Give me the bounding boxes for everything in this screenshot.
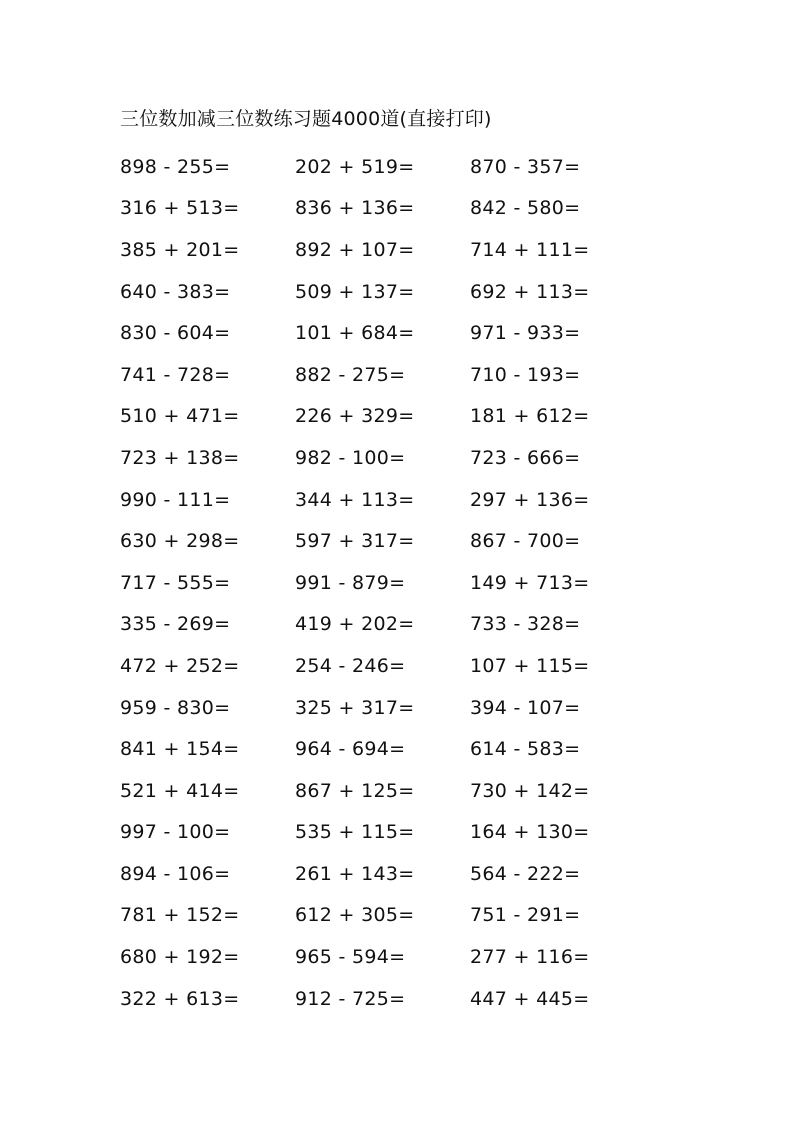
math-problem: 912 - 725= [295,987,406,1010]
math-problem: 830 - 604= [120,322,231,345]
problem-row [120,645,680,687]
math-problem: 640 - 383= [120,280,231,303]
math-problem: 101 + 684= [295,322,415,345]
math-problem: 472 + 252= [120,654,240,677]
math-problem: 325 + 317= [295,696,415,719]
math-problem: 733 - 328= [470,613,581,636]
math-problem: 316 + 513= [120,197,240,220]
math-problem: 447 + 445= [470,987,590,1010]
math-problem: 521 + 414= [120,779,240,802]
problem-row [120,853,680,895]
worksheet-title: 三位数加减三位数练习题4000道(直接打印) [120,108,492,130]
problem-row [120,146,680,188]
math-problem: 181 + 612= [470,405,590,428]
math-problem: 297 + 136= [470,488,590,511]
math-problem: 898 - 255= [120,155,231,178]
math-problem: 564 - 222= [470,862,581,885]
math-problem: 322 + 613= [120,987,240,1010]
math-problem: 964 - 694= [295,738,406,761]
math-problem: 202 + 519= [295,155,415,178]
math-problem: 385 + 201= [120,238,240,261]
math-problem: 164 + 130= [470,821,590,844]
math-problem: 714 + 111= [470,238,590,261]
problem-row [120,396,680,438]
math-problem: 149 + 713= [470,571,590,594]
math-problem: 630 + 298= [120,530,240,553]
math-problem: 710 - 193= [470,363,581,386]
problem-row [120,479,680,521]
math-problem: 510 + 471= [120,405,240,428]
problem-row [120,978,680,1020]
problem-row [120,312,680,354]
problem-row [120,812,680,854]
math-problem: 723 + 138= [120,446,240,469]
problem-row [120,895,680,937]
problem-row [120,520,680,562]
math-problem: 107 + 115= [470,654,590,677]
math-problem: 836 + 136= [295,197,415,220]
math-problem: 990 - 111= [120,488,231,511]
problem-row [120,437,680,479]
problem-row [120,687,680,729]
math-problem: 997 - 100= [120,821,231,844]
math-problem: 730 + 142= [470,779,590,802]
math-problem: 892 + 107= [295,238,415,261]
math-problem: 982 - 100= [295,446,406,469]
math-problem: 394 - 107= [470,696,581,719]
math-problem: 894 - 106= [120,862,231,885]
problem-row [120,936,680,978]
math-problem: 509 + 137= [295,280,415,303]
problem-row [120,770,680,812]
math-problem: 717 - 555= [120,571,231,594]
problem-row [120,562,680,604]
math-problem: 419 + 202= [295,613,415,636]
math-problem: 226 + 329= [295,405,415,428]
problem-row [120,604,680,646]
math-problem: 344 + 113= [295,488,415,511]
math-problem: 335 - 269= [120,613,231,636]
math-problem: 867 - 700= [470,530,581,553]
math-problem: 882 - 275= [295,363,406,386]
math-problem: 680 + 192= [120,946,240,969]
math-problem: 723 - 666= [470,446,581,469]
math-problem: 741 - 728= [120,363,231,386]
math-problem: 959 - 830= [120,696,231,719]
math-problem: 870 - 357= [470,155,581,178]
math-problem: 612 + 305= [295,904,415,927]
math-problem: 965 - 594= [295,946,406,969]
math-problem: 751 - 291= [470,904,581,927]
math-problem: 254 - 246= [295,654,406,677]
problem-row [120,354,680,396]
math-problem: 277 + 116= [470,946,590,969]
problem-row [120,728,680,770]
math-problem: 971 - 933= [470,322,581,345]
math-problem: 867 + 125= [295,779,415,802]
math-problem: 842 - 580= [470,197,581,220]
problem-row [120,188,680,230]
math-problem: 841 + 154= [120,738,240,761]
math-problem: 781 + 152= [120,904,240,927]
math-problem: 692 + 113= [470,280,590,303]
problem-row [120,229,680,271]
math-problem: 614 - 583= [470,738,581,761]
math-problem: 991 - 879= [295,571,406,594]
problem-grid [120,146,680,1019]
math-problem: 597 + 317= [295,530,415,553]
math-problem: 535 + 115= [295,821,415,844]
problem-row [120,271,680,313]
math-problem: 261 + 143= [295,862,415,885]
